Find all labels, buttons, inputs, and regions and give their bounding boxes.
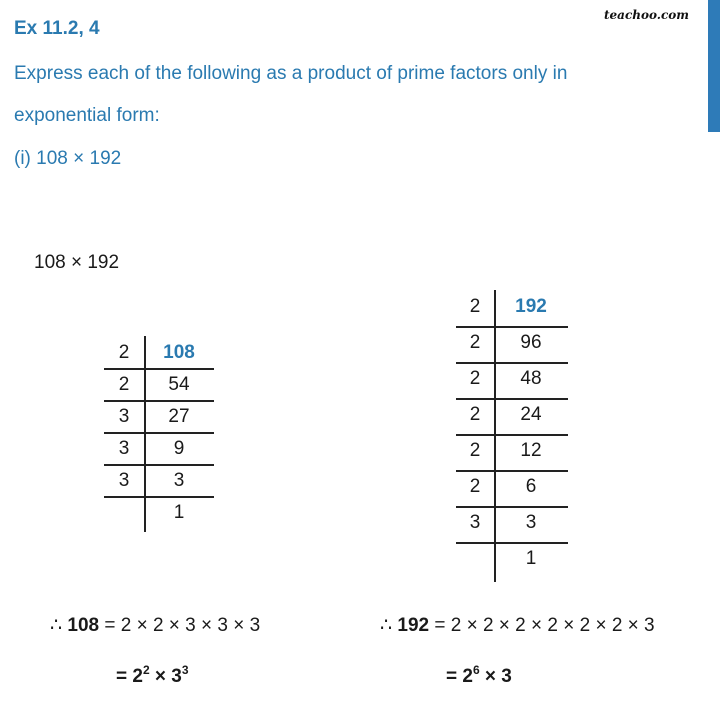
ladder-row [456, 404, 568, 426]
therefore-symbol: ∴ [380, 615, 393, 636]
result-108-exp-mid: × 3 [149, 666, 182, 687]
expression: 108 × 192 [34, 252, 120, 273]
ladder-row [104, 438, 214, 460]
ladder-number: 108 [163, 342, 195, 363]
ladder-row [456, 512, 568, 534]
result-192-line-2 [446, 663, 512, 688]
ladder-divisor: 2 [469, 404, 481, 425]
result-108-product: = 2 × 2 × 3 × 3 × 3 [99, 615, 261, 636]
result-108-line-2 [116, 663, 189, 688]
ladder-number: 6 [525, 476, 537, 497]
ladder-number: 27 [168, 406, 190, 427]
ladder-number: 54 [168, 374, 190, 395]
exercise-title: Ex 11.2, 4 [14, 18, 100, 39]
ladder-divisor: 3 [118, 406, 130, 427]
ladder-rule [104, 432, 214, 434]
ladder-rule [104, 368, 214, 370]
ladder-divisor: 3 [469, 512, 481, 533]
ladder-divisor: 2 [469, 476, 481, 497]
result-192-exp-base: = 2 [446, 666, 473, 687]
ladder-number: 3 [525, 512, 537, 533]
ladder-number: 96 [520, 332, 542, 353]
ladder-row [104, 374, 214, 396]
ladder-number: 1 [173, 502, 185, 523]
ladder-row [456, 476, 568, 498]
result-108-exp-base: = 2 [116, 666, 143, 687]
therefore-symbol: ∴ [50, 615, 63, 636]
ladder-rule [456, 506, 568, 508]
ladder-number: 12 [520, 440, 542, 461]
ladder-number: 48 [520, 368, 542, 389]
result-192-number: 192 [397, 615, 430, 636]
ladder-rule [456, 398, 568, 400]
ladder-rule [104, 400, 214, 402]
ladder-number: 9 [173, 438, 185, 459]
ladder-divider [144, 336, 146, 532]
ladder-row [456, 296, 568, 318]
question-line-1: Express each of the following as a product of prime factors only in [14, 63, 568, 84]
ladder-row [456, 368, 568, 390]
result-192-product: = 2 × 2 × 2 × 2 × 2 × 2 × 3 [429, 615, 655, 636]
ladder-divisor: 2 [469, 440, 481, 461]
ladder-divider [494, 290, 496, 582]
scrollbar[interactable] [708, 0, 720, 132]
ladder-row [456, 332, 568, 354]
ladder-divisor: 3 [118, 470, 130, 491]
ladder-row [456, 440, 568, 462]
ladder-rule [456, 470, 568, 472]
question-line-2: exponential form: [14, 105, 160, 126]
ladder-number: 192 [515, 296, 547, 317]
ladder-rule [456, 542, 568, 544]
division-ladder-108 [104, 336, 214, 532]
ladder-number: 1 [525, 548, 537, 569]
ladder-rule [456, 326, 568, 328]
result-192-line-1 [380, 614, 655, 637]
ladder-row [104, 342, 214, 364]
ladder-rule [104, 496, 214, 498]
ladder-divisor: 2 [469, 332, 481, 353]
ladder-divisor: 2 [469, 368, 481, 389]
result-108-exp-a: 2 [142, 663, 150, 677]
ladder-number: 24 [520, 404, 542, 425]
ladder-divisor: 3 [118, 438, 130, 459]
ladder-divisor: 2 [118, 374, 130, 395]
ladder-rule [456, 362, 568, 364]
result-108-line-1 [50, 614, 260, 637]
teachoo-logo: teachoo.com [604, 8, 689, 22]
ladder-divisor: 2 [118, 342, 130, 363]
ladder-number: 3 [173, 470, 185, 491]
ladder-row [104, 406, 214, 428]
ladder-rule [104, 464, 214, 466]
result-192-exp-mid: × 3 [479, 666, 512, 687]
result-192-exp-a: 6 [472, 663, 480, 677]
ladder-row [104, 502, 214, 524]
result-108-number: 108 [67, 615, 100, 636]
ladder-divisor [104, 502, 144, 524]
result-108-exp-b: 3 [181, 663, 189, 677]
ladder-rule [456, 434, 568, 436]
question-part: (i) 108 × 192 [14, 148, 122, 169]
ladder-row [456, 548, 568, 570]
ladder-divisor: 2 [469, 296, 481, 317]
ladder-row [104, 470, 214, 492]
division-ladder-192 [456, 290, 568, 582]
ladder-divisor [456, 548, 494, 570]
